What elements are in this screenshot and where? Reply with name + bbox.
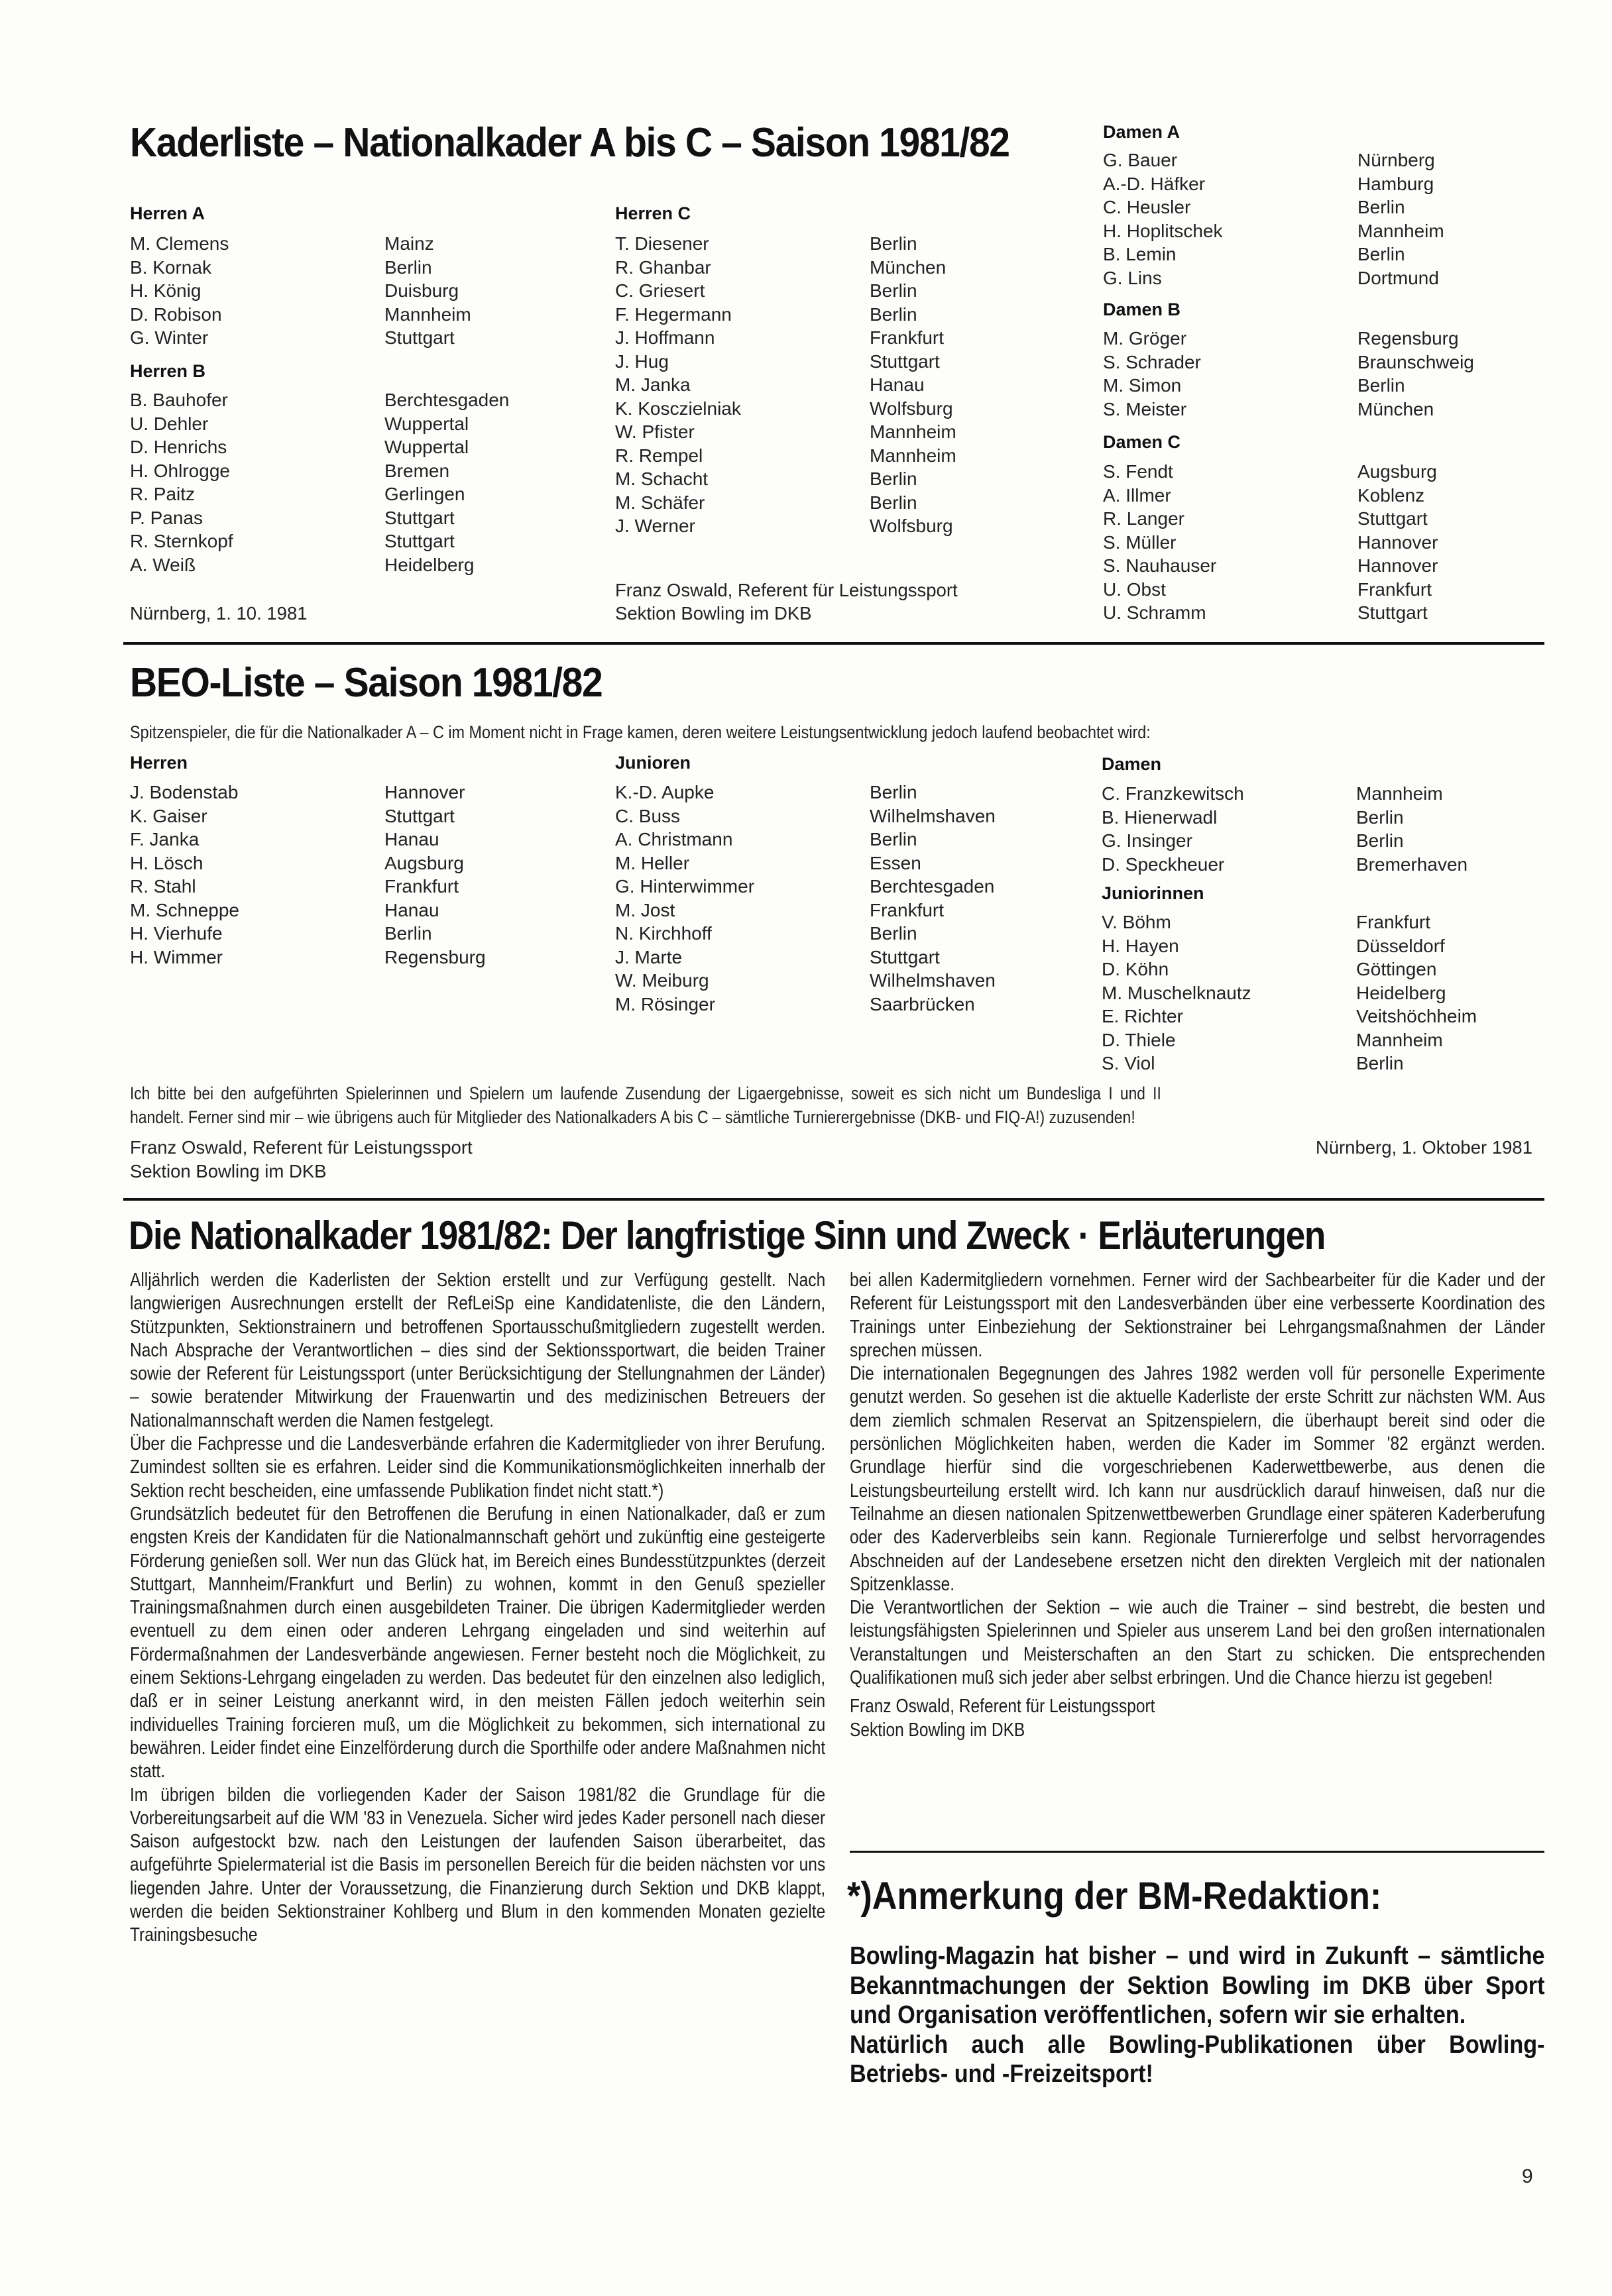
player-city: München bbox=[1357, 398, 1434, 419]
player-city: Berlin bbox=[1356, 1053, 1404, 1073]
beo-herren-heading: Herren bbox=[130, 753, 188, 773]
list-item bbox=[1103, 554, 1540, 578]
player-city: Berlin bbox=[870, 829, 917, 849]
player-city: Hanau bbox=[384, 829, 439, 849]
list-item bbox=[130, 412, 501, 436]
list-item bbox=[615, 828, 986, 851]
player-name: M. Janka bbox=[615, 374, 691, 395]
damen-b-list bbox=[1103, 327, 1540, 421]
player-name: S. Viol bbox=[1102, 1053, 1155, 1073]
player-city: Stuttgart bbox=[384, 805, 455, 826]
player-city: Berlin bbox=[870, 468, 917, 489]
player-name: M. Jost bbox=[615, 899, 675, 920]
player-city: Hanau bbox=[870, 374, 925, 395]
list-item bbox=[130, 946, 501, 969]
list-item bbox=[615, 781, 986, 804]
player-city: Berchtesgaden bbox=[870, 876, 995, 897]
player-name: B. Hienerwadl bbox=[1102, 806, 1218, 828]
player-city: Wolfsburg bbox=[870, 398, 953, 419]
player-city: Hannover bbox=[1357, 555, 1438, 576]
list-item bbox=[1102, 910, 1539, 934]
player-city: Frankfurt bbox=[1357, 578, 1432, 600]
player-name: D. Köhn bbox=[1102, 959, 1169, 979]
beo-signature-org: Sektion Bowling im DKB bbox=[130, 1161, 327, 1181]
player-name: H. Lösch bbox=[130, 852, 203, 873]
player-name: M. Rösinger bbox=[615, 993, 715, 1014]
player-city: Hannover bbox=[384, 782, 465, 802]
player-name: G. Winter bbox=[130, 327, 209, 348]
list-item bbox=[130, 804, 501, 828]
list-item bbox=[1102, 981, 1539, 1005]
player-city: Mannheim bbox=[870, 421, 956, 442]
list-item bbox=[1103, 460, 1540, 484]
player-name: M. Heller bbox=[615, 852, 690, 873]
beo-junioren-heading: Junioren bbox=[615, 753, 691, 773]
list-item bbox=[615, 993, 986, 1016]
list-item bbox=[615, 899, 986, 922]
list-item bbox=[130, 875, 501, 899]
list-item bbox=[1102, 829, 1539, 853]
player-city: Koblenz bbox=[1357, 484, 1425, 506]
player-name: B. Kornak bbox=[130, 256, 211, 278]
beo-request-line-2: handelt. Ferner sind mir – wie übrigens auch für Mitglieder des Nationalkaders A bis C – sämtliche Turnierergebnisse (DKB- und FIQ-A!) zuzusenden! bbox=[130, 1107, 1135, 1127]
kaderliste-title: Kaderliste – Nationalkader A bis C – Saison 1981/82 bbox=[130, 120, 1009, 166]
article-paragraph: Grundsätzlich bedeutet für den Betroffenen die Berufung in einen Nationalkader, daß er zum engsten Kreis der Kandidaten für die Nationalmannschaft gehört und zukünftig eine gesteigerte Förderung genießen soll. Wer nun das Glück hat, im Bereich eines Bundesstützpunktes (derzeit Stuttgart, Mannheim/Frankfurt und Berlin) zu wohnen, kommt in den Genuß spezieller Trainingsmaßnahmen durch einen ausgebildeten Trainer. Die übrigen Kadermitglieder werden eventuell zu dem einen oder anderen Lehrgang eingeladen und sind weiterhin auf Fördermaßnahmen der Landesverbände angewiesen. Ferner besteht noch die Möglichkeit, zu einem Sektions-Lehrgang eingeladen zu werden. Das bedeutet für den einzelnen also lediglich, daß er in seiner Leistung anerkannt wird, in den meisten Fällen jedoch weiterhin sein individuelles Training forcieren muß, um die Möglichkeit zu bekommen, sich international zu bewähren. Leider findet eine Einzelförderung durch die Sporthilfe oder andere Maßnahmen nicht statt. bbox=[130, 1503, 826, 1782]
player-name: R. Langer bbox=[1103, 508, 1184, 529]
list-item bbox=[615, 326, 986, 350]
player-name: M. Clemens bbox=[130, 233, 229, 254]
player-name: F. Hegermann bbox=[615, 303, 732, 325]
article-signature-org: Sektion Bowling im DKB bbox=[850, 1719, 1025, 1741]
player-name: G. Hinterwimmer bbox=[615, 876, 755, 897]
player-city: Regensburg bbox=[1357, 328, 1459, 349]
player-name: B. Lemin bbox=[1103, 244, 1177, 264]
player-city: Bremen bbox=[384, 460, 450, 481]
player-city: Mannheim bbox=[1356, 1029, 1443, 1050]
player-city: Augsburg bbox=[1357, 461, 1437, 482]
player-name: K.-D. Aupke bbox=[615, 782, 715, 802]
player-city: Berlin bbox=[870, 303, 917, 325]
list-item bbox=[615, 397, 986, 421]
player-city: Braunschweig bbox=[1357, 351, 1474, 372]
damen-a-heading: Damen A bbox=[1103, 122, 1180, 142]
list-item bbox=[1103, 398, 1540, 421]
player-city: Veitshöchheim bbox=[1356, 1006, 1477, 1026]
player-name: D. Robison bbox=[130, 303, 222, 325]
list-item bbox=[1103, 351, 1540, 374]
player-name: J. Marte bbox=[615, 946, 683, 967]
list-item bbox=[615, 467, 986, 491]
player-city: Bremerhaven bbox=[1356, 853, 1468, 875]
article-paragraph: Alljährlich werden die Kaderlisten der Sektion erstellt und zur Verfügung gestellt. Nach langwierigen Ausrechnungen erstellt der RefLeiSp eine Kandidatenliste, die den Ländern, Stützpunkten, Sektionstrainern und betroffenen Sportausschußmitgliedern zugestellt werden. Nach Absprache der Verantwortlichen – dies sind der Sektionssportwart, die beiden Trainer sowie der Referent für Leistungssport (unter Berücksichtigung der Stellungnahmen der Länder) – sowie beratender Mitwirkung der Frauenwartin und des medizinischen Betreuers der Nationalmannschaft werden die Namen festgelegt. bbox=[130, 1270, 826, 1431]
player-city: Hannover bbox=[1357, 531, 1438, 553]
list-item bbox=[1103, 148, 1540, 172]
article-paragraph: Die Verantwortlichen der Sektion – wie auch die Trainer – sind bestrebt, die besten und leistungsfähigsten Spielerinnen und Spieler aus unserem Land bei den großen internationalen Veranstaltungen und Meisterschaften an den Start zu schicken. Die entsprechenden Qualifikationen muß sich jeder aber selbst erbringen. Und die Chance hierzu ist gegeben! bbox=[850, 1597, 1546, 1689]
player-city: Stuttgart bbox=[1357, 508, 1428, 529]
player-name: H. Vierhufe bbox=[130, 923, 223, 944]
list-item bbox=[1103, 601, 1540, 625]
list-item bbox=[130, 435, 501, 459]
player-name: H. Ohlrogge bbox=[130, 460, 230, 481]
player-name: A. Christmann bbox=[615, 829, 733, 849]
list-item bbox=[615, 350, 986, 374]
beo-liste-title: BEO-Liste – Saison 1981/82 bbox=[130, 660, 603, 706]
player-name: A. Illmer bbox=[1103, 484, 1171, 506]
list-item bbox=[1102, 934, 1539, 958]
player-name: M. Schacht bbox=[615, 468, 709, 489]
player-city: Wilhelmshaven bbox=[870, 970, 996, 991]
player-city: Gerlingen bbox=[384, 484, 465, 504]
list-item bbox=[1103, 578, 1540, 602]
player-name: C. Heusler bbox=[1103, 197, 1191, 217]
list-item bbox=[615, 946, 986, 969]
player-city: Mannheim bbox=[1357, 220, 1444, 241]
list-item bbox=[1103, 531, 1540, 555]
player-name: K. Kosczielniak bbox=[615, 398, 741, 419]
player-name: H. Hayen bbox=[1102, 935, 1179, 956]
list-item bbox=[130, 529, 501, 553]
article-right-column bbox=[850, 1269, 1545, 1742]
section-divider-2 bbox=[123, 1198, 1544, 1201]
player-city: Wilhelmshaven bbox=[870, 805, 996, 826]
player-name: K. Gaiser bbox=[130, 805, 207, 826]
beo-damen-heading: Damen bbox=[1102, 754, 1162, 774]
list-item bbox=[1102, 1028, 1539, 1052]
list-item bbox=[615, 969, 996, 993]
herren-a-list bbox=[130, 232, 501, 350]
player-name: S. Schrader bbox=[1103, 351, 1201, 372]
player-name: J. Bodenstab bbox=[130, 782, 239, 802]
player-city: Essen bbox=[870, 852, 921, 873]
editor-note-divider bbox=[850, 1851, 1544, 1853]
list-item bbox=[615, 875, 995, 899]
herren-b-list bbox=[130, 388, 510, 576]
editor-note-title: *)Anmerkung der BM-Redaktion: bbox=[847, 1875, 1382, 1918]
player-city: Stuttgart bbox=[870, 351, 940, 372]
player-city: Stuttgart bbox=[384, 507, 455, 528]
player-city: Regensburg bbox=[384, 946, 486, 967]
herren-a-heading: Herren A bbox=[130, 203, 205, 223]
player-name: R. Ghanbar bbox=[615, 256, 711, 278]
list-item bbox=[1102, 1052, 1539, 1075]
player-city: Hanau bbox=[384, 899, 439, 920]
player-city: Berlin bbox=[1356, 806, 1404, 828]
list-item bbox=[1103, 507, 1540, 531]
player-city: Mannheim bbox=[1356, 783, 1443, 804]
player-city: Heidelberg bbox=[384, 554, 475, 575]
player-name: J. Werner bbox=[615, 516, 695, 536]
player-name: D. Henrichs bbox=[130, 437, 227, 457]
player-city: München bbox=[870, 256, 947, 278]
player-name: R. Sternkopf bbox=[130, 531, 233, 551]
beo-place-date: Nürnberg, 1. Oktober 1981 bbox=[1315, 1137, 1532, 1158]
player-name: S. Meister bbox=[1103, 398, 1187, 419]
list-item bbox=[130, 459, 501, 483]
list-item bbox=[615, 491, 986, 515]
list-item bbox=[1103, 374, 1540, 398]
list-item bbox=[130, 388, 510, 412]
player-city: Stuttgart bbox=[384, 327, 455, 348]
player-name: M. Schneppe bbox=[130, 899, 239, 920]
player-city: Göttingen bbox=[1356, 959, 1437, 979]
player-name: C. Griesert bbox=[615, 280, 705, 301]
player-city: Düsseldorf bbox=[1356, 935, 1445, 956]
player-city: Wolfsburg bbox=[870, 516, 953, 536]
article-signature-name: Franz Oswald, Referent für Leistungssport bbox=[850, 1696, 1155, 1718]
list-item bbox=[615, 420, 986, 444]
player-city: Berlin bbox=[384, 923, 432, 944]
player-city: Mannheim bbox=[870, 445, 956, 466]
player-name: S. Nauhauser bbox=[1103, 555, 1217, 576]
player-name: H. Hoplitschek bbox=[1103, 220, 1223, 241]
list-item bbox=[615, 851, 986, 875]
player-name: C. Franzkewitsch bbox=[1102, 783, 1244, 804]
player-name: M. Simon bbox=[1103, 375, 1182, 396]
player-city: Berlin bbox=[870, 233, 917, 254]
list-item bbox=[130, 922, 501, 946]
article-paragraph: Die internationalen Begegnungen des Jahres 1982 werden voll für personelle Experimente genutzt werden. So gesehen ist die aktuelle Kaderliste der erste Schritt zur nächsten WM. Aus dem ziemlich schmalen Reservat an Spitzenspielern, die überhaupt bereit sind oder die persönlichen Möglichkeiten haben, werden die Kader im Sommer '82 ergänzt werden. Grundlage hierfür sind die vorgeschriebenen Kaderwettbewerbe, aus denen die Leistungsbeurteilung erstellt wird. Ich kann nur ausdrücklich darauf hinweisen, daß nur die Teilnahme an diesen nationalen Spitzenwettbewerben Grundlage einer späteren Kaderberufung oder des Kaderverbleibs sein kann. Regionale Turniererfolge und selbst hervorragendes Abschneiden auf der Landesebene ersetzen nicht den direkten Vergleich mit der nationalen Spitzenklasse. bbox=[850, 1363, 1546, 1595]
player-city: Berlin bbox=[1357, 197, 1405, 217]
list-item bbox=[1102, 853, 1539, 877]
player-name: G. Lins bbox=[1103, 267, 1162, 288]
player-city: Berlin bbox=[870, 782, 917, 802]
player-name: R. Paitz bbox=[130, 484, 196, 504]
kaderliste-signature-name: Franz Oswald, Referent für Leistungssport bbox=[615, 580, 958, 600]
editor-note-paragraph-2: Natürlich auch alle Bowling-Publikationen über Bowling-Betriebs- und -Freizeitsport! bbox=[850, 2030, 1545, 2088]
player-city: Berlin bbox=[1356, 830, 1404, 851]
list-item bbox=[1103, 266, 1540, 290]
list-item bbox=[1102, 957, 1539, 981]
list-item bbox=[615, 922, 986, 946]
player-city: Dortmund bbox=[1357, 267, 1439, 288]
article-title: Die Nationalkader 1981/82: Der langfristige Sinn und Zweck · Erläuterungen bbox=[129, 1213, 1326, 1258]
player-city: Berlin bbox=[384, 256, 432, 278]
article-left-column bbox=[130, 1269, 825, 1947]
kaderliste-place-date: Nürnberg, 1. 10. 1981 bbox=[130, 603, 308, 624]
list-item bbox=[615, 279, 986, 303]
player-city: Frankfurt bbox=[870, 327, 945, 348]
player-name: U. Schramm bbox=[1103, 602, 1206, 623]
player-name: E. Richter bbox=[1102, 1006, 1183, 1026]
herren-c-heading: Herren C bbox=[615, 203, 691, 223]
player-city: Berlin bbox=[1357, 375, 1405, 396]
section-divider-1 bbox=[123, 642, 1544, 645]
player-city: Wuppertal bbox=[384, 413, 469, 434]
herren-c-list bbox=[615, 232, 986, 538]
player-city: Saarbrücken bbox=[870, 993, 975, 1014]
player-city: Stuttgart bbox=[870, 946, 940, 967]
list-item bbox=[615, 444, 986, 468]
player-city: Mainz bbox=[384, 233, 434, 254]
beo-signature-name: Franz Oswald, Referent für Leistungssport bbox=[130, 1137, 473, 1158]
list-item bbox=[1102, 1005, 1539, 1028]
list-item bbox=[615, 232, 986, 256]
player-name: A.-D. Häfker bbox=[1103, 173, 1206, 194]
list-item bbox=[130, 851, 501, 875]
player-city: Berlin bbox=[870, 280, 917, 301]
player-city: Frankfurt bbox=[870, 899, 945, 920]
damen-b-heading: Damen B bbox=[1103, 300, 1181, 319]
player-city: Frankfurt bbox=[1356, 912, 1431, 932]
player-name: M. Schäfer bbox=[615, 492, 705, 513]
list-item bbox=[615, 373, 986, 397]
page-number: 9 bbox=[1522, 2165, 1533, 2187]
player-city: Heidelberg bbox=[1356, 982, 1446, 1003]
player-city: Berlin bbox=[1357, 244, 1405, 264]
player-name: W. Meiburg bbox=[615, 970, 709, 991]
list-item bbox=[130, 781, 501, 804]
player-city: Augsburg bbox=[384, 852, 464, 873]
list-item bbox=[615, 256, 986, 280]
player-name: W. Pfister bbox=[615, 421, 695, 442]
player-city: Wuppertal bbox=[384, 437, 469, 457]
list-item bbox=[1103, 219, 1540, 243]
player-name: P. Panas bbox=[130, 507, 203, 528]
editor-note-body bbox=[850, 1941, 1545, 2089]
list-item bbox=[130, 482, 501, 506]
article-paragraph: Im übrigen bilden die vorliegenden Kader der Saison 1981/82 die Grundlage für die Vorbereitungsarbeit auf die WM '83 in Venezuela. Sicher wird jedes Kader personell nach dieser Saison aufgestockt bzw. nach den Leistungen der laufenden Saison überarbeitet, das aufgeführte Spielermaterial ist die Basis im personellen Bereich für die beiden nächsten vor uns liegenden Jahre. Unter der Voraussetzung, die Finanzierung durch Sektion und DKB klappt, werden die beiden Sektionstrainer Kohlberg und Blum in den kommenden Monaten gezielte Trainingsbesuche bbox=[130, 1784, 826, 1946]
list-item bbox=[130, 232, 501, 256]
player-name: D. Speckheuer bbox=[1102, 853, 1225, 875]
article-paragraph: Über die Fachpresse und die Landesverbände erfahren die Kadermitglieder von ihrer Berufung. Zumindest sollten sie es erfahren. Leider sind die Kommunikationsmöglichkeiten innerhalb der Sektion recht bescheiden, eine umfassende Publikation findet nicht statt.*) bbox=[130, 1433, 826, 1502]
player-city: Berchtesgaden bbox=[384, 390, 510, 410]
player-name: H. Wimmer bbox=[130, 946, 223, 967]
player-city: Nürnberg bbox=[1357, 150, 1435, 170]
list-item bbox=[615, 804, 996, 828]
player-name: B. Bauhofer bbox=[130, 390, 228, 410]
player-name: J. Hug bbox=[615, 351, 669, 372]
beo-junioren-list bbox=[615, 781, 996, 1016]
player-city: Stuttgart bbox=[384, 531, 455, 551]
list-item bbox=[130, 899, 501, 922]
damen-c-heading: Damen C bbox=[1103, 432, 1181, 452]
damen-a-list bbox=[1103, 148, 1540, 290]
list-item bbox=[1103, 172, 1540, 196]
kaderliste-signature-org: Sektion Bowling im DKB bbox=[615, 603, 812, 624]
beo-request-line-1: Ich bitte bei den aufgeführten Spielerinnen und Spielern um laufende Zusendung der Ligaergebnisse, soweit es sich nicht um Bundesliga I und II bbox=[130, 1083, 1161, 1103]
list-item bbox=[130, 553, 501, 577]
player-city: Hamburg bbox=[1357, 173, 1434, 194]
list-item bbox=[1103, 243, 1540, 266]
player-name: J. Hoffmann bbox=[615, 327, 715, 348]
player-name: N. Kirchhoff bbox=[615, 923, 712, 944]
beo-juniorinnen-list bbox=[1102, 910, 1539, 1075]
list-item bbox=[130, 279, 501, 303]
player-name: G. Bauer bbox=[1103, 150, 1178, 170]
player-name: R. Rempel bbox=[615, 445, 703, 466]
player-name: M. Gröger bbox=[1103, 328, 1187, 349]
player-name: F. Janka bbox=[130, 829, 200, 849]
player-city: Mannheim bbox=[384, 303, 471, 325]
beo-juniorinnen-heading: Juniorinnen bbox=[1102, 883, 1204, 903]
player-name: H. König bbox=[130, 280, 202, 301]
beo-damen-list bbox=[1102, 782, 1539, 876]
list-item bbox=[130, 256, 501, 280]
list-item bbox=[1103, 195, 1540, 219]
player-name: R. Stahl bbox=[130, 876, 196, 897]
beo-herren-list bbox=[130, 781, 501, 969]
list-item bbox=[1102, 782, 1539, 806]
list-item bbox=[1103, 327, 1540, 351]
list-item bbox=[1103, 484, 1540, 508]
list-item bbox=[1102, 806, 1539, 830]
damen-c-list bbox=[1103, 460, 1540, 625]
player-name: U. Dehler bbox=[130, 413, 209, 434]
player-name: D. Thiele bbox=[1102, 1029, 1176, 1050]
list-item bbox=[130, 828, 501, 851]
player-city: Frankfurt bbox=[384, 876, 459, 897]
player-name: U. Obst bbox=[1103, 578, 1166, 600]
player-name: G. Insinger bbox=[1102, 830, 1192, 851]
beo-liste-intro: Spitzenspieler, die für die Nationalkader A – C im Moment nicht in Frage kamen, deren weitere Leistungsentwicklung jedoch laufend beobachtet wird: bbox=[130, 722, 1151, 742]
player-city: Duisburg bbox=[384, 280, 459, 301]
article-paragraph: bei allen Kadermitgliedern vornehmen. Ferner wird der Sachbearbeiter für die Kader und der Referent für Leistungssport mit den Landesverbänden über eine verbesserte Koordination des Trainings unter Einbeziehung der Sektionstrainer bei Lehrgangsmaßnahmen der Länder sprechen müssen. bbox=[850, 1270, 1546, 1361]
player-name: V. Böhm bbox=[1102, 912, 1171, 932]
player-name: S. Müller bbox=[1103, 531, 1177, 553]
player-name: T. Diesener bbox=[615, 233, 709, 254]
herren-b-heading: Herren B bbox=[130, 361, 206, 381]
list-item bbox=[615, 514, 986, 538]
player-name: A. Weiß bbox=[130, 554, 196, 575]
player-city: Berlin bbox=[870, 492, 917, 513]
player-name: M. Muschelknautz bbox=[1102, 982, 1251, 1003]
list-item bbox=[130, 506, 501, 530]
player-name: C. Buss bbox=[615, 805, 681, 826]
list-item bbox=[130, 303, 501, 327]
list-item bbox=[130, 326, 501, 350]
player-city: Berlin bbox=[870, 923, 917, 944]
player-city: Stuttgart bbox=[1357, 602, 1428, 623]
editor-note-paragraph-1: Bowling-Magazin hat bisher – und wird in Zukunft – sämtliche Bekanntmachungen der Sektion Bowling im DKB über Sport und Organisation veröffentlichen, sofern wir sie erhalten. bbox=[850, 1942, 1545, 2029]
player-name: S. Fendt bbox=[1103, 461, 1173, 482]
list-item bbox=[615, 303, 986, 327]
